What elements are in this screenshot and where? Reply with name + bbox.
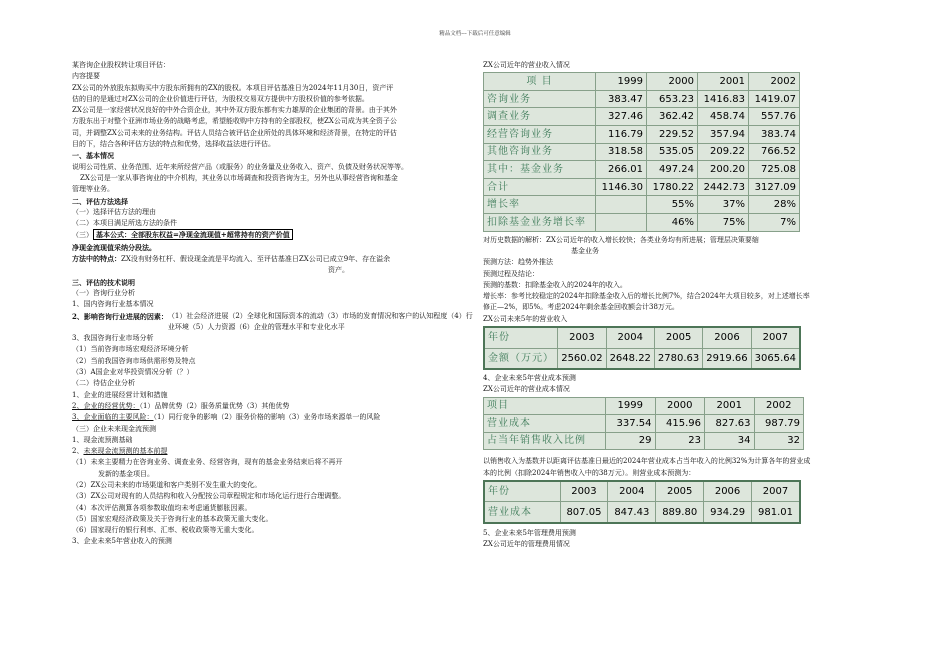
- industry-factors-text: （1）社会经济进展（2）全球化和国际资本的流动（3）市场的发育情况和客户的认知程度（4）行业环境（5）人力资源（6）企业的管理水平和专业化水平: [167, 311, 473, 331]
- table-cell: 7%: [749, 214, 800, 232]
- table-header-cell: 项 目: [484, 73, 596, 91]
- table-cell: 32: [754, 432, 804, 450]
- table-cell: 383.74: [749, 126, 800, 144]
- table-cell: 327.46: [596, 108, 647, 126]
- summary-line: 估的目的是通过对ZX公司的企业价值进行评估，为股权交易双方提供中方股权价值的参考依据。: [72, 94, 369, 103]
- table-cell: 55%: [647, 196, 698, 214]
- history-analysis-cont: 基金业务: [571, 246, 599, 255]
- risks-line: [72, 412, 477, 423]
- table-header-row: [484, 481, 800, 502]
- table-cell: 557.76: [749, 108, 800, 126]
- table-header-row: [484, 73, 800, 91]
- assumptions-prefix: 2、: [72, 447, 84, 456]
- table-header-row: [484, 397, 804, 415]
- forecast-line: 预测方法：趋势外推法: [483, 258, 553, 267]
- revenue-table-caption: ZX公司近年的营业收入情况: [483, 61, 570, 69]
- table-cell: 1780.22: [647, 178, 698, 196]
- cost-history-table: [483, 397, 804, 451]
- table-row: [484, 432, 804, 450]
- table-cell: 29: [606, 432, 656, 450]
- summary-line: 方股东出于对整个亚洲市场业务的战略考虑，希望能收购中方持有的全部股权，使ZX公司成为其全资子公: [72, 117, 397, 126]
- section-3-line: （一）咨询行业分析: [72, 288, 135, 297]
- table-cell: 383.47: [596, 90, 647, 108]
- table-cell: 其中：基金业务: [484, 161, 596, 179]
- section-3-line: 1、企业的进展经营计划和措施: [72, 390, 168, 399]
- table-cell: 934.29: [704, 502, 752, 523]
- table-row: [484, 214, 800, 232]
- table-header-cell: 2005: [654, 327, 702, 348]
- right-column: [483, 60, 913, 551]
- table-cell: 653.23: [647, 90, 698, 108]
- table-header-cell: 1999: [596, 73, 647, 91]
- table-row: [484, 502, 800, 523]
- basic-formula-box: 基本公式：全部股东权益=净现金流现值+超常持有的资产价值: [93, 229, 293, 240]
- table-cell: 1416.83: [698, 90, 749, 108]
- admin-expense-caption: ZX公司近年的管理费用情况: [483, 540, 570, 549]
- table-cell: 766.52: [749, 143, 800, 161]
- advantages-text: （1）品牌优势（2）服务质量优势（3）其他优势: [139, 401, 290, 410]
- method-features-text: ZX没有财务杠杆、假设现金流是平均流入、至评估基准日ZX公司已成立9年、存在溢余: [121, 255, 391, 264]
- section-3-line: 1、现金流预测基础: [72, 435, 133, 444]
- industry-factors: [72, 311, 477, 334]
- section-3-line: （二）待估企业分析: [72, 379, 135, 388]
- table-cell: 807.05: [560, 502, 608, 523]
- table-row: [484, 415, 804, 433]
- table-cell: 337.54: [606, 415, 656, 433]
- table-cell: 357.94: [698, 126, 749, 144]
- assumption-item: （6）国家现行的银行利率、汇率、税收政策等无重大变化。: [72, 526, 259, 535]
- table-cell: 1146.30: [596, 178, 647, 196]
- table-header-row: [484, 327, 800, 348]
- summary-line: ZX公司的外放股东拟购买中方股东所拥有的ZX的股权。本项目评估基准日为2024年11月30日，资产评: [72, 83, 394, 92]
- advantages-line: [72, 401, 477, 412]
- section-3-line: 3、我国咨询行业市场分析: [72, 334, 154, 343]
- section-5-title: 5、企业未来5年管理费用预测: [483, 528, 576, 537]
- section-2-item: （一）选择评估方法的理由: [72, 207, 156, 216]
- table-cell: 3065.64: [751, 348, 800, 369]
- table-cell: 咨询业务: [484, 90, 596, 108]
- cost-method-line: 以销售收入为基数并以距离评估基准日最近的2024年营业成本占当年收入的比例32%为计算各年的营业成: [483, 457, 811, 466]
- table-cell: 458.74: [698, 108, 749, 126]
- section-3-line: （2）当前我国咨询市场供需形势及特点: [72, 356, 196, 365]
- table-header-cell: 2001: [698, 73, 749, 91]
- section-2-item: 净现金流现值采纳分段法。: [72, 242, 156, 252]
- section-3-line: 1、国内咨询行业基本情况: [72, 300, 154, 309]
- table-cell: 535.05: [647, 143, 698, 161]
- table-header-cell: 2004: [608, 481, 656, 502]
- table-cell: 981.01: [752, 502, 801, 523]
- table-header-cell: 项目: [484, 397, 606, 415]
- table-cell: 266.01: [596, 161, 647, 179]
- table-row: [484, 161, 800, 179]
- table-row: [484, 178, 800, 196]
- table-header-cell: 2004: [606, 327, 654, 348]
- table-cell: 调查业务: [484, 108, 596, 126]
- table-cell: 37%: [698, 196, 749, 214]
- table-cell: 209.22: [698, 143, 749, 161]
- formula-prefix: （三）: [72, 231, 93, 240]
- table-cell: [596, 196, 647, 214]
- table-cell: 229.52: [647, 126, 698, 144]
- method-features-text-cont: 资产。: [328, 266, 349, 275]
- industry-factors-label: 2、影响咨询行业进展的因素：: [72, 311, 168, 321]
- advantages-label: 2、企业的经营优势：: [72, 401, 140, 410]
- table-cell: 增长率: [484, 196, 596, 214]
- growth-line: 修正—2%，即5%。考虑2024年剩余基金回收额会计38万元。: [483, 303, 679, 312]
- section-1-title: 一、基本情况: [72, 151, 114, 161]
- section-3-line: （三）企业未来现金流预测: [72, 424, 156, 433]
- table-header-cell: 2005: [656, 481, 704, 502]
- forecast-cost-table: [483, 480, 801, 524]
- table-cell: 2919.66: [703, 348, 751, 369]
- table-cell: 1419.07: [749, 90, 800, 108]
- section-2-title: 二、评估方法选择: [72, 196, 128, 206]
- table-header-cell: 2003: [560, 481, 608, 502]
- risks-text: （1）同行竞争的影响（2）服务价格的影响（3）业务市场来源单一的风险: [153, 413, 381, 422]
- table-header-cell: 2000: [647, 73, 698, 91]
- assumption-item: （4）本次评估测算各项参数取值均未考虑通货膨胀因素。: [72, 503, 252, 512]
- table-row: [484, 108, 800, 126]
- section-4-title: 4、企业未来5年营业成本预测: [483, 374, 576, 383]
- revenue-history-table: [483, 72, 800, 231]
- table-cell: 2442.73: [698, 178, 749, 196]
- summary-line: 目的下，结合各种评估方法的特点和优势，选择收益法进行评估。: [72, 140, 275, 149]
- section-2-formula-line: [72, 229, 477, 241]
- table-header-cell: 2006: [703, 327, 751, 348]
- summary-line: ZX公司是一家经营状况良好的中外合资企业，其中外双方股东都有实力雄厚的企业集团的背景。由于其外: [72, 106, 397, 115]
- table-cell: 28%: [749, 196, 800, 214]
- risks-label: 3、企业面临的主要风险：: [72, 413, 154, 422]
- table-header-cell: 2007: [751, 327, 800, 348]
- forecast-revenue-table: [483, 326, 801, 370]
- table-header-cell: 2006: [704, 481, 752, 502]
- table-row: [484, 143, 800, 161]
- section-3-line: （3）A国企业对华投资情况分析（？）: [72, 368, 194, 377]
- method-features: [72, 253, 477, 265]
- summary-line: 司，并调整ZX公司未来的业务结构。评估人员结合被评估企业所处的具体环境和经济背景，在特定的评估: [72, 128, 397, 137]
- forecast-line: 预测的基数：扣除基金收入的2024年的收入。: [483, 280, 627, 289]
- table-cell: 金额（万元）: [484, 348, 558, 369]
- table-cell: 75%: [698, 214, 749, 232]
- section-3-title: 三、评估的技术说明: [72, 277, 135, 287]
- table-cell: 200.20: [698, 161, 749, 179]
- table-cell: 2648.22: [606, 348, 654, 369]
- table-cell: 2780.63: [654, 348, 702, 369]
- section-1-line: ZX公司是一家从事咨询业的中介机构，其业务以市场调查和投资咨询为主，另外也从事经营咨询和基金: [80, 173, 398, 182]
- table-cell: 2560.02: [558, 348, 606, 369]
- assumptions-heading: [72, 446, 477, 457]
- table-cell: 827.63: [705, 415, 755, 433]
- table-cell: 362.42: [647, 108, 698, 126]
- table-cell: 合计: [484, 178, 596, 196]
- table-cell: 415.96: [655, 415, 705, 433]
- assumption-item: （2）ZX公司未来的市场渠道和客户类别不发生重大的变化。: [72, 480, 262, 489]
- assumption-item: （3）ZX公司对现有的人员结构和收入分配按公司章程规定和市场化运行进行合理调整。: [72, 492, 346, 501]
- table-cell: 497.24: [647, 161, 698, 179]
- table-header-cell: 2002: [749, 73, 800, 91]
- table-cell: 34: [705, 432, 755, 450]
- growth-line: 增长率：参考比较稳定的2024年扣除基金收入后的增长比例7%，结合2024年大项目较多，对上述增长率: [483, 292, 810, 301]
- table-cell: 经营咨询业务: [484, 126, 596, 144]
- section-1-line: 说明公司性质、业务范围、近年来所经营产品（或服务）的业务量及业务收入、资产、负债及财务状况等等。: [72, 162, 408, 171]
- left-column: [72, 60, 477, 548]
- table-header-cell: 2001: [705, 397, 755, 415]
- table-header-cell: 2002: [754, 397, 804, 415]
- table-cell: 23: [655, 432, 705, 450]
- table-cell: 其他咨询业务: [484, 143, 596, 161]
- table-cell: 847.43: [608, 502, 656, 523]
- table-cell: 318.58: [596, 143, 647, 161]
- assumption-item: 发新的基金项目。: [98, 469, 154, 478]
- section-1-line: 管理等业务。: [72, 185, 114, 194]
- table-header-cell: 1999: [606, 397, 656, 415]
- table-row: [484, 90, 800, 108]
- table-cell: 扣除基金业务增长率: [484, 214, 596, 232]
- doc-title: 某咨询企业股权转让项目评估：: [72, 61, 170, 69]
- cost-table-caption: ZX公司近年的营业成本情况: [483, 385, 570, 394]
- table-cell: 987.79: [754, 415, 804, 433]
- table-row: [484, 348, 800, 369]
- table-cell: 占当年销售收入比例: [484, 432, 606, 450]
- table-header-cell: 2000: [655, 397, 705, 415]
- method-features-label: 方法中的特点：: [72, 254, 121, 264]
- history-analysis: 对历史数据的解析：ZX公司近年的收入增长较快；各类业务均有所进展；管理层决策要缩: [483, 235, 759, 244]
- table-cell: 116.79: [596, 126, 647, 144]
- table-cell: 营业成本: [484, 415, 606, 433]
- table-cell: 46%: [647, 214, 698, 232]
- assumption-item: （1）未来主要精力在咨询业务、调查业务、经营咨询，现有的基金业务结束后将不再开: [72, 458, 343, 467]
- table-row: [484, 196, 800, 214]
- table-header-cell: 年份: [484, 327, 558, 348]
- cost-method-line: 本的比例（扣除2024年销售收入中的38万元）。则营业成本预测为：: [483, 468, 696, 477]
- assumption-item: （5）国家宏观经济政策及关于咨询行业的基本政策无重大变化。: [72, 514, 273, 523]
- page-header: 精品文档---下载后可任意编辑: [439, 31, 511, 37]
- table-cell: 725.08: [749, 161, 800, 179]
- summary-heading: 内容提要: [72, 72, 100, 81]
- table-cell: 营业成本: [484, 502, 560, 523]
- section-3-line: 3、企业未来5年营业收入的预测: [72, 537, 172, 546]
- forecast-revenue-caption: ZX公司未来5年的营业收入: [483, 314, 568, 323]
- table-header-cell: 年份: [484, 481, 560, 502]
- table-cell: 3127.09: [749, 178, 800, 196]
- table-header-cell: 2007: [752, 481, 801, 502]
- section-3-line: （1）当前咨询市场宏观经济环境分析: [72, 345, 189, 354]
- assumptions-label: 未来现金流预测的基本前提: [83, 447, 168, 456]
- table-row: [484, 126, 800, 144]
- table-cell: [596, 214, 647, 232]
- forecast-line: 预测过程及结论：: [483, 269, 539, 278]
- table-cell: 889.80: [656, 502, 704, 523]
- section-2-item: （二）本项目满足所选方法的条件: [72, 219, 177, 228]
- table-header-cell: 2003: [558, 327, 606, 348]
